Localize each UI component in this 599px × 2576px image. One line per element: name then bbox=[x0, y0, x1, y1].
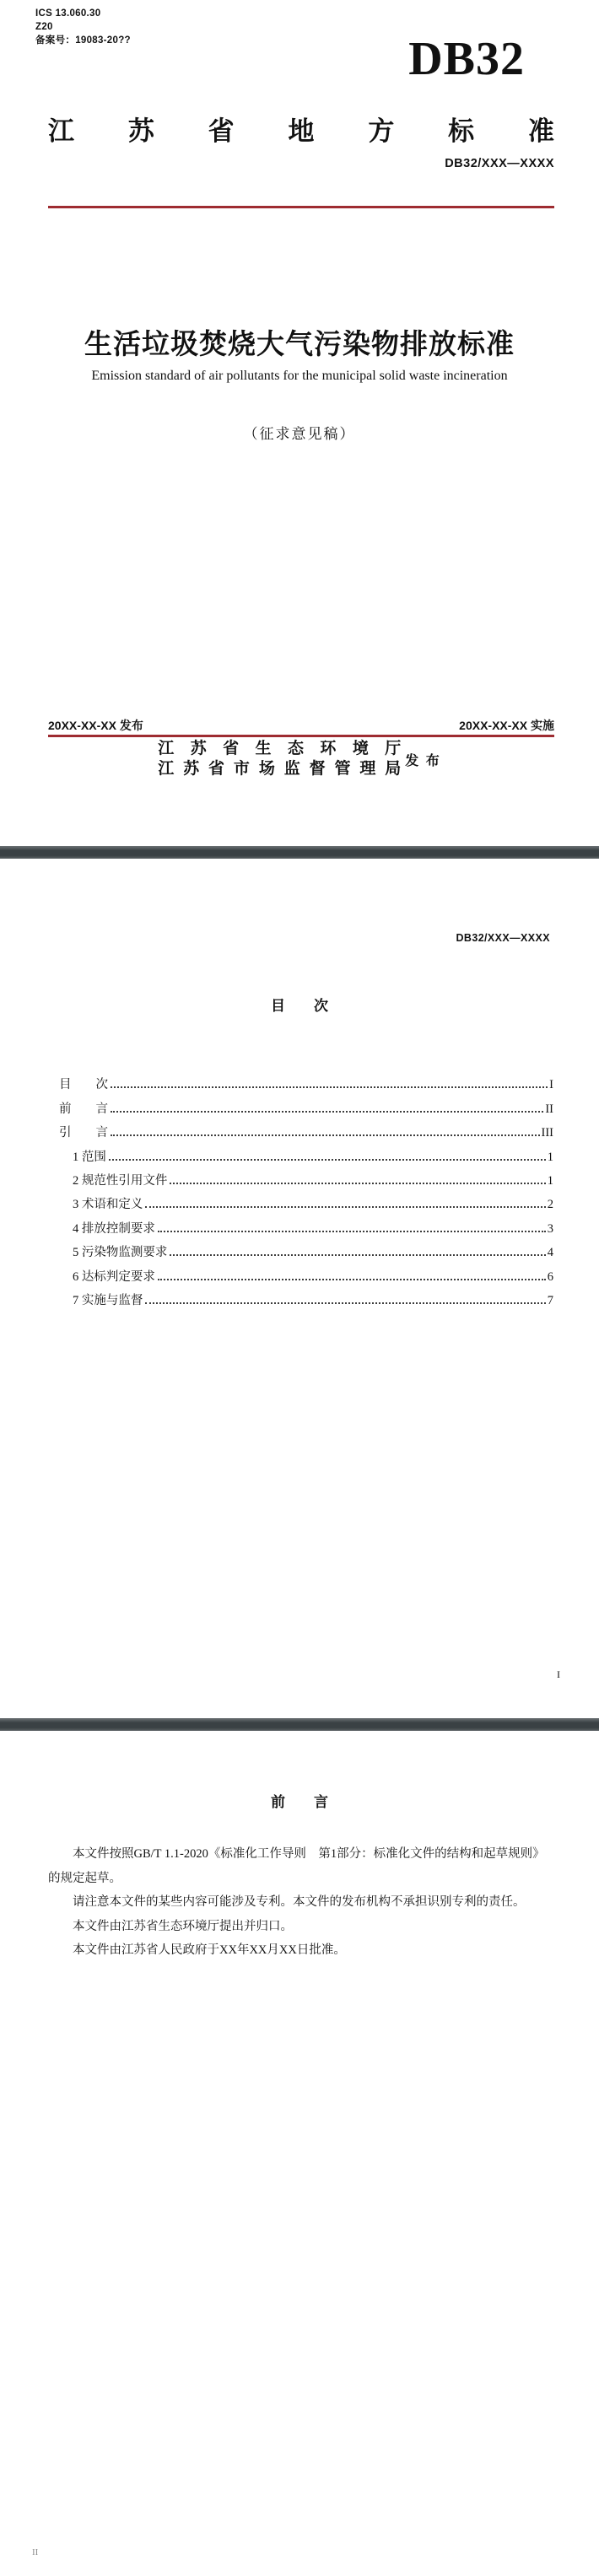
toc-entry-label: 引 言 bbox=[59, 1126, 108, 1140]
foreword-paragraph: 本文件按照GB/T 1.1-2020《标准化工作导则 第1部分：标准化文件的结构和起草规则》的规定起草。 bbox=[48, 1847, 545, 1885]
standard-category-title: 江苏省地方标准 bbox=[48, 116, 554, 146]
toc-entry-page: 4 bbox=[547, 1246, 553, 1260]
toc-entry-page: II bbox=[545, 1102, 553, 1116]
issuer-name-1: 江苏省生态环境厅 bbox=[158, 740, 402, 757]
toc-entry-label: 1 范围 bbox=[73, 1150, 106, 1164]
toc-entry-label: 5 污染物监测要求 bbox=[73, 1246, 168, 1260]
toc-dotted-leader bbox=[145, 1206, 545, 1208]
toc-page bbox=[0, 859, 599, 1718]
toc-title: 目 次 bbox=[271, 998, 328, 1014]
toc-dotted-leader bbox=[111, 1111, 543, 1113]
toc-row bbox=[59, 1191, 553, 1215]
issue-date: 20XX-XX-XX 发布 bbox=[48, 719, 143, 732]
toc-entry-page: 6 bbox=[547, 1269, 553, 1284]
toc-dotted-leader bbox=[158, 1279, 546, 1280]
publish-label: 发 布 bbox=[405, 753, 441, 768]
toc-row bbox=[59, 1215, 553, 1238]
toc-entry-page: 1 bbox=[547, 1173, 553, 1188]
issuer-block bbox=[0, 739, 599, 779]
header-document-number: DB32/XXX—XXXX bbox=[456, 932, 550, 944]
toc-entry-label: 7 实施与监督 bbox=[73, 1293, 143, 1307]
toc-entry-label: 前 言 bbox=[59, 1102, 108, 1116]
foreword-body bbox=[48, 1842, 554, 1963]
toc-entry-page: I bbox=[549, 1078, 553, 1092]
issuer-name-2: 江苏省市场监督管理局 bbox=[158, 760, 402, 778]
toc-row bbox=[59, 1143, 553, 1167]
toc-row bbox=[59, 1119, 553, 1143]
toc-dotted-leader bbox=[158, 1231, 546, 1232]
issuer-names bbox=[158, 739, 401, 779]
dates-row bbox=[48, 717, 554, 734]
toc-entry-page: 3 bbox=[547, 1221, 553, 1236]
record-number: 备案号：19083-20?? bbox=[35, 35, 131, 46]
toc-dotted-leader bbox=[111, 1086, 548, 1088]
foreword-paragraph: 本文件由江苏省生态环境厅提出并归口。 bbox=[73, 1919, 293, 1933]
draft-stage-note: （征求意见稿） bbox=[243, 426, 356, 442]
page-separator bbox=[0, 1718, 599, 1731]
foreword-paragraph: 本文件由江苏省人民政府于XX年XX月XX日批准。 bbox=[73, 1943, 346, 1957]
ccs-code: Z20 bbox=[35, 22, 53, 32]
toc-entry-page: III bbox=[541, 1126, 553, 1140]
toc-entry-page: 1 bbox=[547, 1150, 553, 1164]
toc-row bbox=[59, 1071, 553, 1095]
toc-row bbox=[59, 1095, 553, 1118]
toc-dotted-leader bbox=[170, 1183, 545, 1184]
cover-document-number: DB32/XXX—XXXX bbox=[445, 157, 554, 170]
page-separator bbox=[0, 846, 599, 859]
toc-dotted-leader bbox=[109, 1159, 546, 1161]
toc-row bbox=[59, 1263, 553, 1286]
toc-row bbox=[59, 1239, 553, 1263]
page-number: II bbox=[32, 2547, 39, 2557]
toc-entry-page: 2 bbox=[547, 1198, 553, 1212]
toc-dotted-leader bbox=[111, 1134, 540, 1136]
toc-entry-label: 2 规范性引用文件 bbox=[73, 1173, 168, 1188]
toc-entry-label: 4 排放控制要求 bbox=[73, 1221, 155, 1236]
toc-list bbox=[59, 1071, 553, 1311]
cover-page bbox=[0, 0, 599, 846]
implement-date: 20XX-XX-XX 实施 bbox=[459, 719, 554, 732]
toc-row bbox=[59, 1167, 553, 1191]
standard-title-en: Emission standard of air pollutants for the municipal solid waste incineration bbox=[91, 369, 508, 383]
toc-entry-label: 目 次 bbox=[59, 1078, 108, 1092]
footer-divider-line bbox=[48, 735, 554, 737]
page-number: I bbox=[557, 1668, 560, 1680]
toc-entry-page: 7 bbox=[547, 1293, 553, 1307]
cover-divider-line bbox=[48, 206, 554, 208]
ics-code: ICS 13.060.30 bbox=[35, 8, 101, 19]
foreword-title: 前 言 bbox=[271, 1794, 328, 1810]
toc-entry-label: 3 术语和定义 bbox=[73, 1198, 143, 1212]
ics-classification-block bbox=[35, 7, 131, 47]
foreword-paragraph: 请注意本文件的某些内容可能涉及专利。本文件的发布机构不承担识别专利的责任。 bbox=[73, 1895, 526, 1909]
toc-dotted-leader bbox=[170, 1254, 545, 1256]
toc-row bbox=[59, 1287, 553, 1311]
db32-logo: DB32 bbox=[408, 33, 525, 85]
toc-dotted-leader bbox=[145, 1302, 545, 1304]
foreword-page bbox=[0, 1731, 599, 2576]
toc-entry-label: 6 达标判定要求 bbox=[73, 1269, 155, 1284]
standard-title-cn: 生活垃圾焚烧大气污染物排放标准 bbox=[84, 328, 515, 359]
